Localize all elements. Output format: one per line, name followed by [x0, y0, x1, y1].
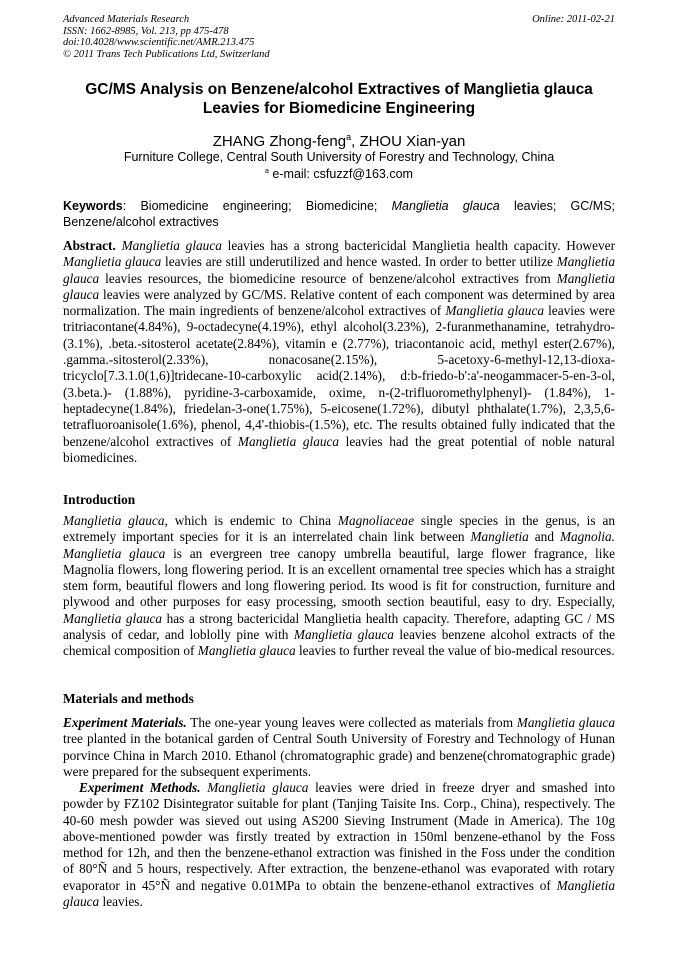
keywords-text: : Biomedicine engineering; Biomedicine;: [122, 199, 392, 213]
author-1-sup: a: [346, 132, 352, 142]
species-name: Manglietia glauca: [237, 433, 340, 449]
species-name: Manglietia glauca: [63, 513, 165, 528]
body-text: and: [528, 529, 560, 545]
keywords-species: Manglietia glauca: [391, 199, 500, 213]
author-line: [63, 128, 615, 151]
methods-heading: Materials and methods: [63, 691, 194, 706]
species-name: Manglietia glauca: [516, 715, 615, 730]
species-name: Manglietia glauca: [63, 270, 615, 302]
species-name: Manglietia glauca: [63, 254, 615, 286]
methods-label-text: Experiment Methods.: [79, 780, 201, 795]
materials-label: [63, 715, 187, 730]
methods-label: [79, 780, 201, 795]
author-sep: ,: [351, 133, 360, 150]
species-name: Manglietia glauca: [207, 780, 309, 795]
affiliation: Furniture College, Central South University of Forestry and Technology, China: [123, 150, 555, 164]
abstract-text: leavies are still underutilized and hence wasted. In order to better utilize: [161, 254, 557, 270]
body-text: is an evergreen tree canopy umbrella beautiful, large flower fragrance, like Magnolia flowers, long flowering period. It is an excellent ornamental tree species which has a straight stem form, beautiful flowers and long flowering period. Its wood is fit for construction, furniture and plywood and other purposes for easy processing, smooth section beautiful, easy to dry. Especially,: [63, 545, 615, 610]
paper-title: GC/MS Analysis on Benzene/alcohol Extractives of Manglietia glauca Leavies for Biomedicine Engineering: [85, 81, 593, 117]
species-name: Manglietia glauca: [63, 545, 166, 561]
species-name: Manglietia glauca: [63, 877, 615, 910]
species-name: Manglietia: [470, 529, 529, 545]
doi-line: doi:10.4028/www.scientific.net/AMR.213.475: [63, 37, 255, 48]
experiment-materials-paragraph: [63, 715, 615, 780]
keywords-label: Keywords: [63, 199, 123, 213]
introduction-heading: Introduction: [63, 492, 136, 507]
body-text: leavies were dried in freeze dryer and smashed into powder by FZ102 Disintegrator suitable for plant (Tanjing Taisite Ins. Corp., China), respectively. The 40-60 mesh powder was sieved out using AS200 Sieving Instrument (Made in America). The 10g above-mentioned powder was firstly treated by extraction in 150ml benzene-ethanol by the Foss method for 12h, and then the benzene-ethanol extraction was finished in the Foss under the condition of 80°Ñ and 5 hours, respectively. After extraction, the benzene-ethanol was evaporated with rotary evaporator in 45°Ñ and negative 0.01MPa to obtain the benzene-ethanol extractives of: [63, 780, 615, 893]
body-text: leavies benzene alcohol extracts of the chemical composition of: [63, 627, 615, 659]
abstract-label: Abstract.: [63, 238, 116, 253]
body-text: , which is endemic to China: [164, 513, 338, 528]
species-name: Manglietia glauca: [445, 303, 544, 319]
abstract-text: leavies had the great potential of noble natural biomedicines.: [63, 433, 615, 465]
keywords-text: leavies; GC/MS; Benzene/alcohol extractives: [63, 199, 616, 229]
copyright-line: © 2011 Trans Tech Publications Ltd, Switzerland: [63, 48, 270, 60]
author-2: ZHOU Xian-yan: [359, 133, 466, 150]
species-name: Magnoliaceae: [337, 513, 414, 528]
species-name: Manglietia glauca: [293, 627, 394, 643]
author-1: ZHANG Zhong-feng: [212, 133, 347, 150]
body-text: tree planted in the botanical garden of Central South University of Forestry and Technology of Hunan porvince China in March 2010. Ethanol (chromatographic grade) and benzene(chromatographic grade) were prepared for the subsequent experiments.: [63, 731, 615, 779]
body-text: single species in the genus, is an extremely important species for it is an interrelated chain link between: [63, 513, 616, 545]
body-text: leavies.: [99, 894, 143, 910]
abstract: [63, 238, 615, 466]
keywords: [63, 198, 615, 230]
issn-line: ISSN: 1662-8985, Vol. 213, pp 475-478: [63, 25, 229, 37]
email-line: [63, 164, 615, 182]
body-text: The one-year young leaves were collected as materials from: [186, 715, 517, 730]
introduction-body: [63, 513, 615, 660]
species-name: Magnolia.: [559, 529, 615, 545]
abstract-text: leavies were tritriacontane(4.84%), 9-octadecyne(4.19%), ethyl alcohol(3.23%), 2-furanmethanamine, tetrahydro-(3.1%), .beta.-sitosterol acetate(2.84%), vitamin e (2.77%), triacontanoic acid, methyl ester(2.67%), .gamma.-sitosterol(2.33%), nonacosane(2.15%), 5-acetoxy-6-methyl-12,13-dioxa-tricyclo[7.3.1.0(1,6)]tridecane-10-carboxylic acid(2.14%), d:b-friedo-b':a'-neogammacer-5-en-3-ol, (3.beta.)- (1.88%), pyridine-3-carboxamide, oxime, n-(2-trifluoromethylphenyl)- (1.84%), 1-heptadecyne(1.84%), friedelan-3-one(1.75%), 5-eicosene(1.72%), dibutyl phthalate(1.7%), 2,3,5,6-tetrafluoroanisole(1.6%), phenol, 4,4'-thiobis-(1.5%), etc. The results obtained fully indicated that the benzene/alcohol extractives of: [63, 303, 615, 449]
species-name: Manglietia glauca: [63, 610, 163, 626]
materials-label-text: Experiment Materials.: [63, 715, 187, 730]
species-name: Manglietia glauca: [121, 238, 222, 253]
species-name: Manglietia glauca: [197, 643, 296, 659]
species-name: Manglietia glauca: [63, 254, 162, 270]
journal-name: Advanced Materials Research: [63, 14, 190, 25]
abstract-text: leavies has a strong bactericidal Manglietia health capacity. However: [221, 238, 616, 253]
abstract-text: leavies were analyzed by GC/MS. Relative content of each component was determined by area normalization. The main ingredients of benzene/alcohol extractives of: [63, 286, 615, 319]
abstract-text: leavies resources, the biomedicine resource of benzene/alcohol extractives from: [99, 270, 557, 286]
journal-header: [63, 14, 615, 60]
online-date: Online: 2011-02-21: [532, 14, 615, 25]
experiment-methods-paragraph: [63, 780, 615, 910]
email-sup: a: [265, 168, 269, 175]
body-text: leavies to further reveal the value of bio-medical resources.: [295, 643, 615, 659]
email-text: e-mail: csfuzzf@163.com: [268, 167, 413, 181]
body-text: has a strong bactericidal Manglietia health capacity. Therefore, adapting GC / MS analysis of cedar, and loblolly pine with: [63, 610, 615, 643]
